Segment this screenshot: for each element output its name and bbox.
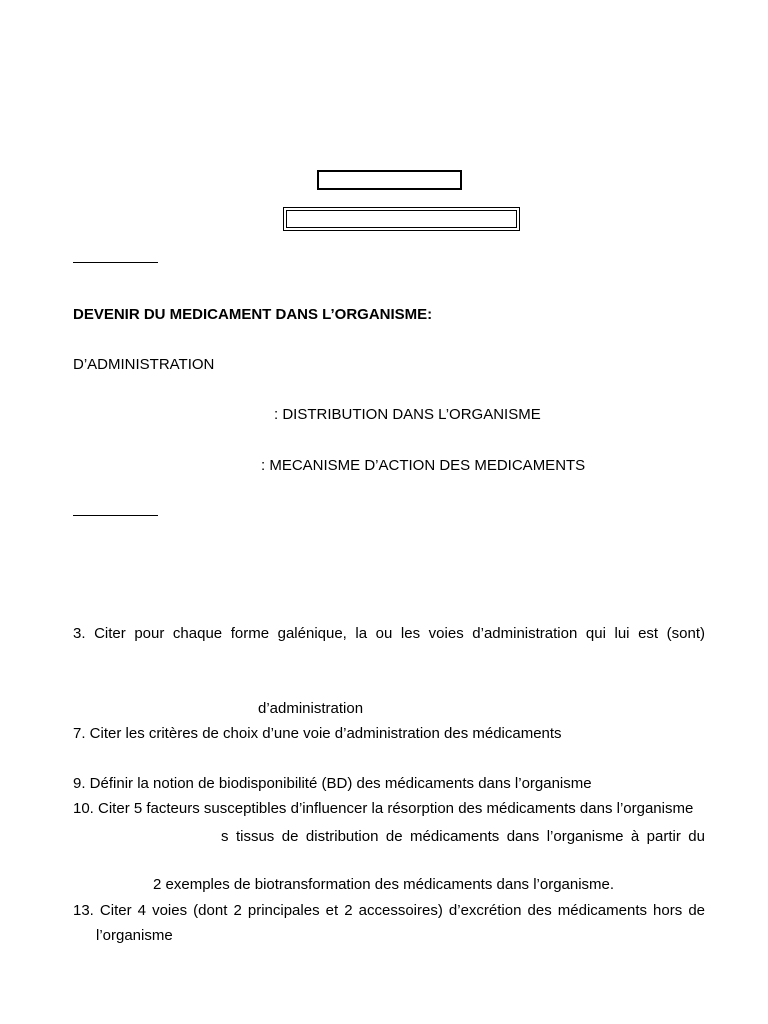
section-heading: DEVENIR DU MEDICAMENT DANS L’ORGANISME: xyxy=(73,306,433,323)
redacted-subtitle-box xyxy=(283,207,520,231)
objective-distribution: : DISTRIBUTION DANS L’ORGANISME xyxy=(274,406,541,423)
objective-administration: D’ADMINISTRATION xyxy=(73,356,215,373)
objective-mecanisme: : MECANISME D’ACTION DES MEDICAMENTS xyxy=(261,457,586,474)
redacted-title-box xyxy=(317,170,462,190)
question-12-fragment: 2 exemples de biotransformation des médicaments dans l’organisme. xyxy=(153,876,615,893)
separator-rule-top xyxy=(73,262,158,263)
separator-rule-bottom xyxy=(73,515,158,516)
question-13-line-1: 13. Citer 4 voies (dont 2 principales et 2 accessoires) d’excrétion des médicaments hors de xyxy=(73,902,705,919)
question-3: 3. Citer pour chaque forme galénique, la ou les voies d’administration qui lui est (sont) xyxy=(73,625,705,642)
question-fragment-administration: d’administration xyxy=(258,700,364,717)
question-7: 7. Citer les critères de choix d’une voie d’administration des médicaments xyxy=(73,725,562,742)
question-11-fragment: s tissus de distribution de médicaments dans l’organisme à partir du xyxy=(221,828,705,845)
question-10: 10. Citer 5 facteurs susceptibles d’influencer la résorption des médicaments dans l’organisme xyxy=(73,800,694,817)
question-9: 9. Définir la notion de biodisponibilité (BD) des médicaments dans l’organisme xyxy=(73,775,592,792)
question-13-line-2: l’organisme xyxy=(96,927,173,944)
